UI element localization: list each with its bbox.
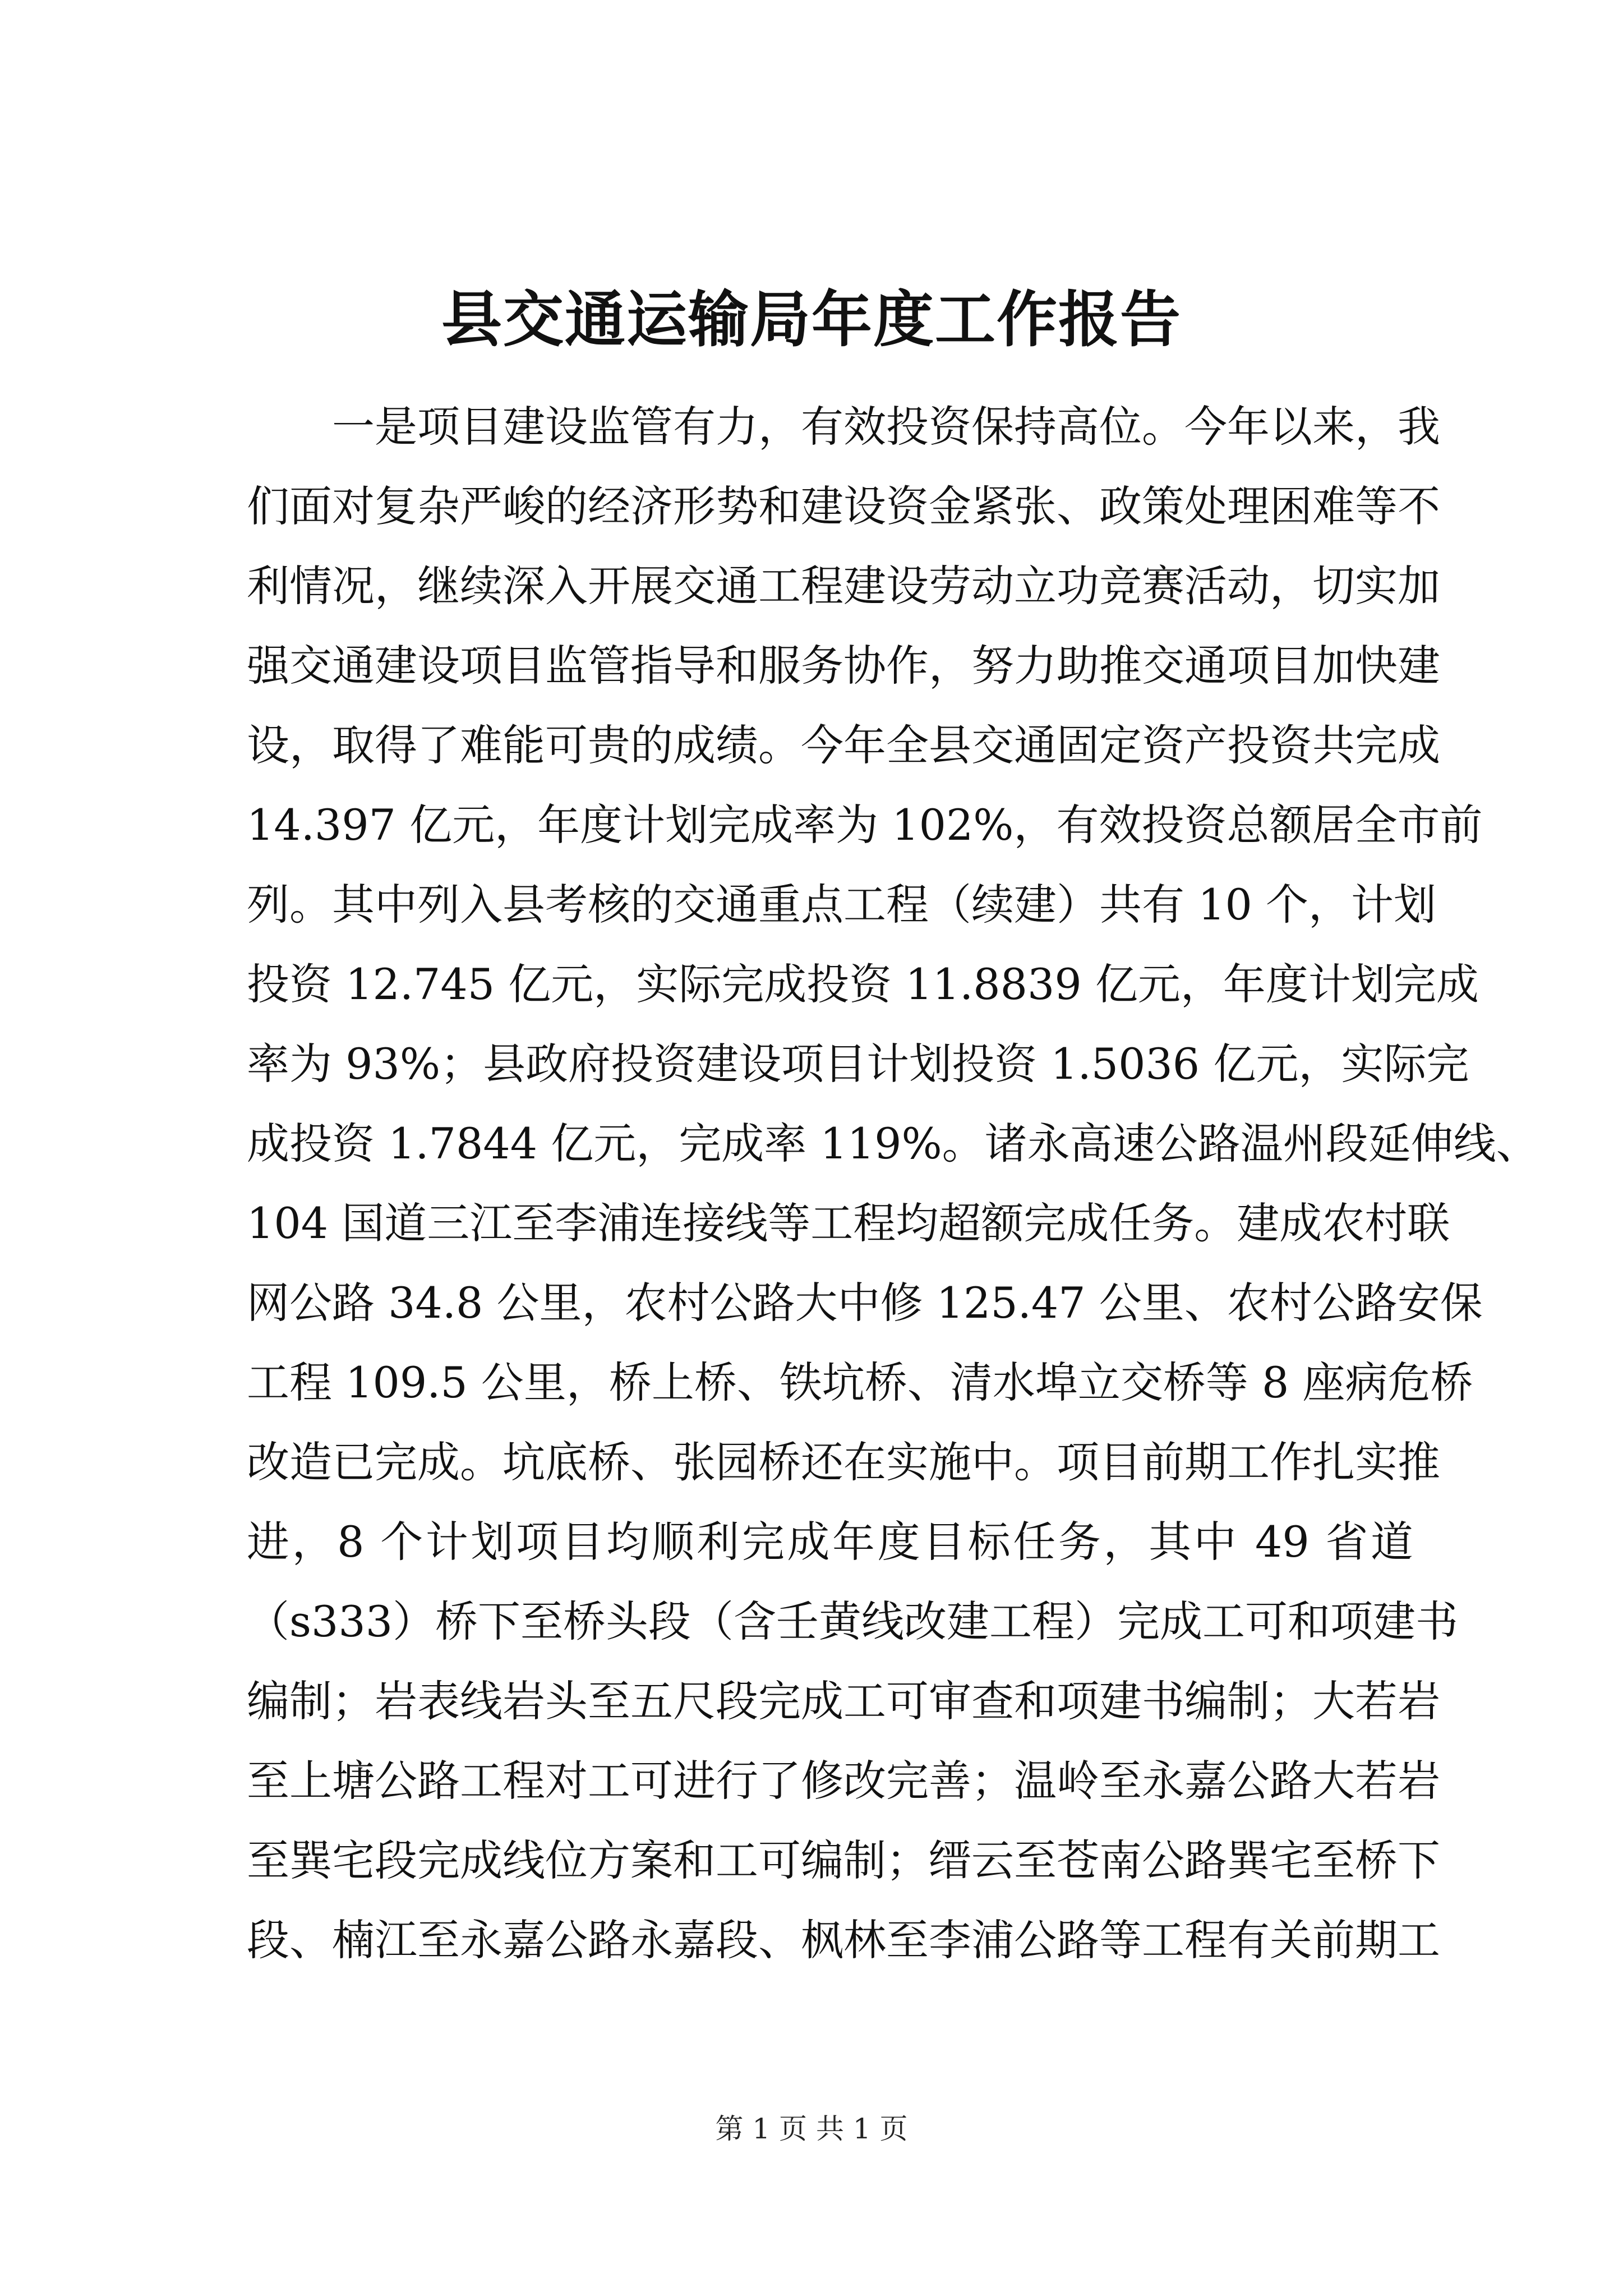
page-number: 第 1 页 共 1 页 [715, 2113, 908, 2145]
text-line: 们面对复杂严峻的经济形势和建设资金紧张、政策处理困难等不 [247, 481, 1440, 531]
text-line: 一是项目建设监管有力，有效投资保持高位。今年以来，我 [332, 402, 1440, 452]
text-line: 编制；岩表线岩头至五尺段完成工可审查和项建书编制；大若岩 [247, 1676, 1440, 1726]
text-line: 14.397 亿元，年度计划完成率为 102%，有效投资总额居全市前 [247, 800, 1483, 850]
text-line: 改造已完成。坑底桥、张园桥还在实施中。项目前期工作扎实推 [247, 1437, 1440, 1487]
text-line: 进，8 个计划项目均顺利完成年度目标任务，其中 49 省道 [247, 1517, 1413, 1567]
text-line: 投资 12.745 亿元，实际完成投资 11.8839 亿元，年度计划完成 [247, 959, 1479, 1009]
text-line: 成投资 1.7844 亿元，完成率 119%。诸永高速公路温州段延伸线、 [247, 1119, 1539, 1168]
text-line: 104 国道三江至李浦连接线等工程均超额完成任务。建成农村联 [247, 1198, 1450, 1248]
text-line: 至上塘公路工程对工可进行了修改完善；温岭至永嘉公路大若岩 [247, 1756, 1440, 1806]
text-line: 列。其中列入县考核的交通重点工程（续建）共有 10 个，计划 [247, 880, 1437, 930]
body-paragraph [247, 387, 1539, 1980]
text-line: 网公路 34.8 公里，农村公路大中修 125.47 公里、农村公路安保 [247, 1278, 1483, 1328]
text-line: 至巽宅段完成线位方案和工可编制；缙云至苍南公路巽宅至桥下 [247, 1835, 1440, 1885]
text-line: 利情况，继续深入开展交通工程建设劳动立功竞赛活动，切实加 [247, 561, 1440, 611]
text-line: 强交通建设项目监管指导和服务协作，努力助推交通项目加快建 [247, 641, 1440, 691]
text-line: 设，取得了难能可贵的成绩。今年全县交通固定资产投资共完成 [247, 720, 1440, 770]
page-footer [0, 2109, 1623, 2148]
text-line: 工程 109.5 公里，桥上桥、铁坑桥、清水埠立交桥等 8 座病危桥 [247, 1358, 1473, 1407]
text-line: 率为 93%；县政府投资建设项目计划投资 1.5036 亿元，实际完 [247, 1039, 1469, 1089]
text-line: （s333）桥下至桥头段（含壬黄线改建工程）完成工可和项建书 [247, 1596, 1459, 1646]
text-line: 段、楠江至永嘉公路永嘉段、枫林至李浦公路等工程有关前期工 [247, 1915, 1440, 1965]
document-title: 县交通运输局年度工作报告 [441, 284, 1182, 355]
